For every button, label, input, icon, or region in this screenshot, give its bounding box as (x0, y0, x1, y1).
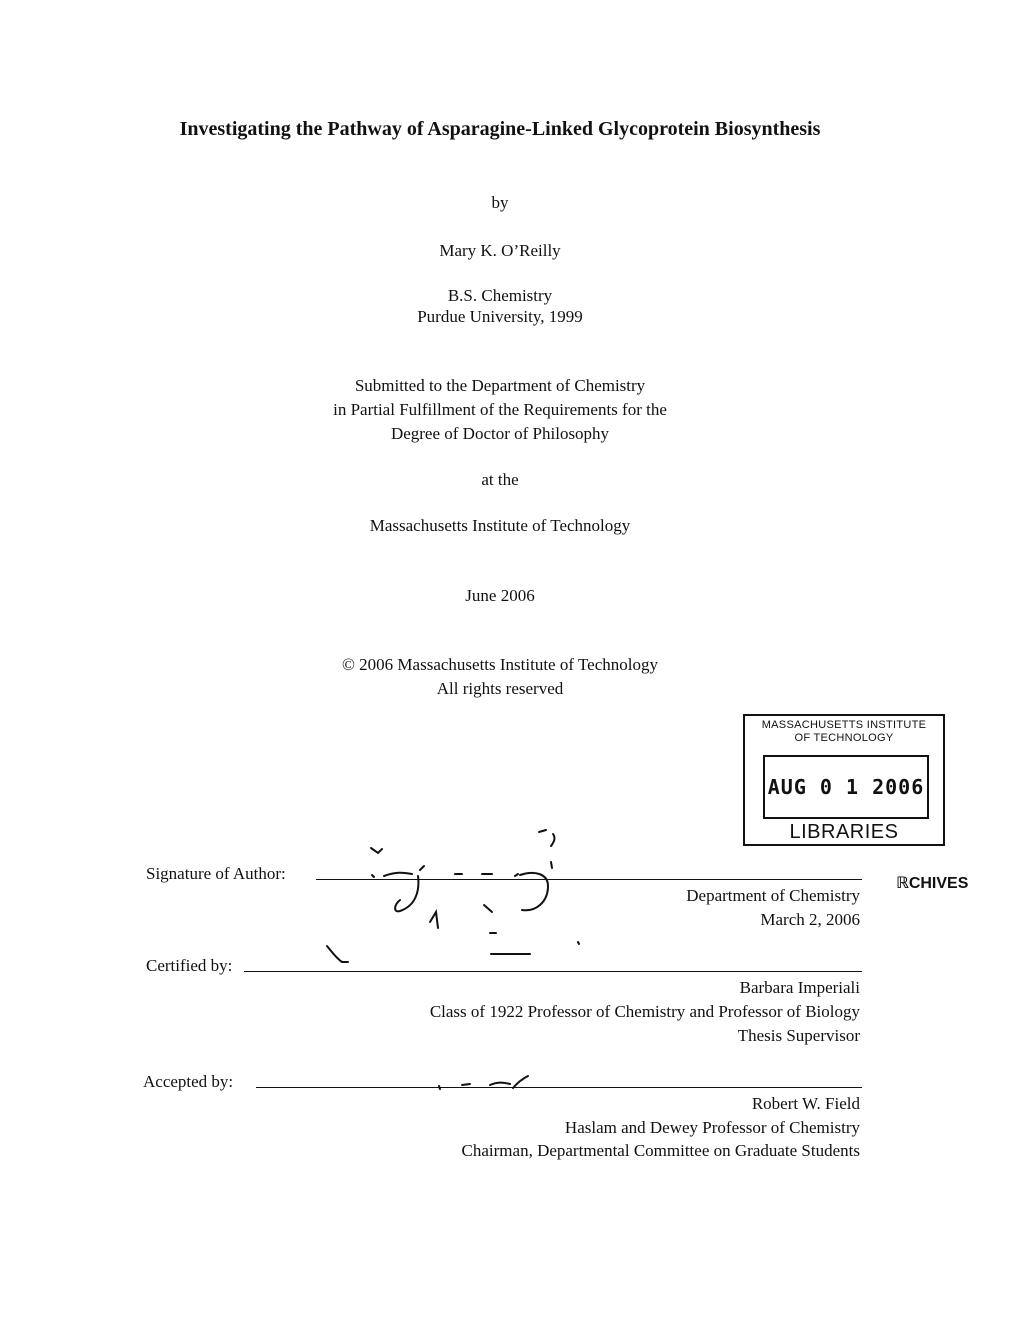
accepted-by-label: Accepted by: (143, 1072, 234, 1091)
thesis-title: Investigating the Pathway of Asparagine-Linked Glycoprotein Biosynthesis (179, 118, 821, 140)
submission-line-2: in Partial Fulfillment of the Requirements for the (333, 400, 667, 419)
copyright-line: © 2006 Massachusetts Institute of Technology (342, 655, 658, 674)
chairman-role: Chairman, Departmental Committee on Graduate Students (461, 1141, 860, 1160)
supervisor-name: Barbara Imperiali (739, 978, 860, 997)
prior-degree: B.S. Chemistry (447, 286, 553, 305)
accepted-by-line (256, 1087, 862, 1088)
supervisor-title: Class of 1922 Professor of Chemistry and Professor of Biology (429, 1002, 860, 1021)
stamp-line-1: MASSACHUSETTS INSTITUTE (761, 719, 927, 731)
chairman-title: Haslam and Dewey Professor of Chemistry (564, 1118, 860, 1137)
author-department: Department of Chemistry (686, 886, 860, 905)
signature-of-author-line (316, 879, 862, 880)
archives-label: ℝCHIVES (896, 875, 969, 892)
by-line: by (491, 193, 509, 212)
rights-reserved: All rights reserved (436, 679, 564, 698)
certified-by-label: Certified by: (146, 956, 233, 975)
signature-of-author-label: Signature of Author: (146, 864, 286, 883)
prior-institution: Purdue University, 1999 (417, 307, 583, 326)
stamp-date: AUG 0 1 2006 (763, 755, 929, 819)
at-the: at the (481, 470, 519, 489)
submission-line-1: Submitted to the Department of Chemistry (354, 376, 646, 395)
author-name: Mary K. O’Reilly (439, 241, 561, 260)
stamp-libraries: LIBRARIES (789, 821, 899, 843)
chairman-name: Robert W. Field (751, 1094, 860, 1113)
stamp-line-2: OF TECHNOLOGY (794, 732, 894, 744)
author-sign-date: March 2, 2006 (760, 910, 860, 929)
supervisor-role: Thesis Supervisor (737, 1026, 860, 1045)
institution-name: Massachusetts Institute of Technology (369, 516, 631, 535)
certified-by-line (244, 971, 862, 972)
degree-date: June 2006 (465, 586, 535, 605)
submission-line-3: Degree of Doctor of Philosophy (390, 424, 610, 443)
